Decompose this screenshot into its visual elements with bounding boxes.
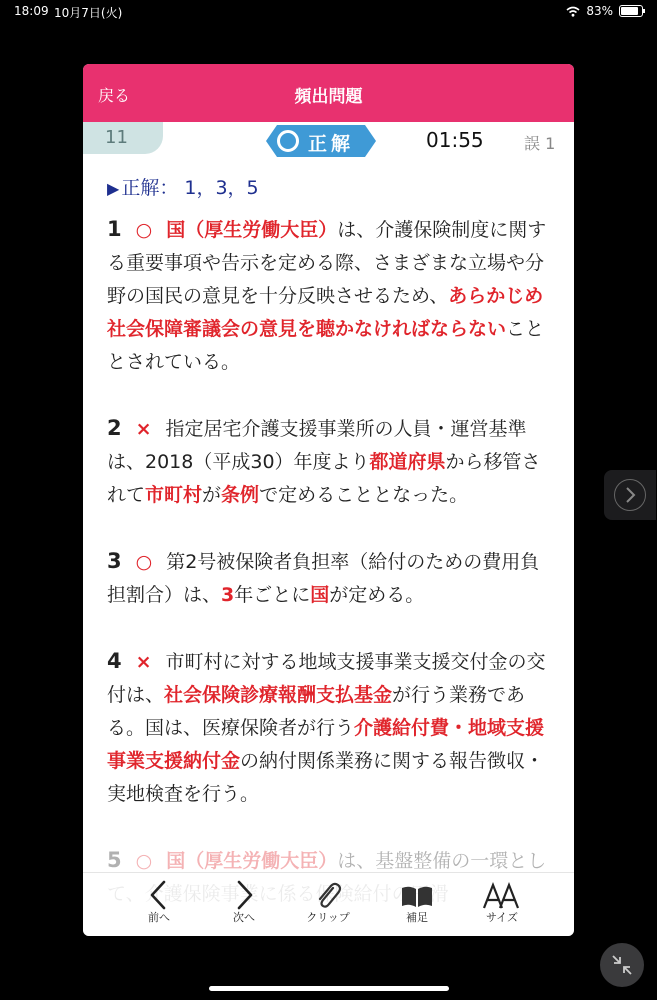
item-highlight: 国 [310,584,330,606]
wifi-icon [566,6,580,17]
back-button[interactable]: 戻る [98,86,131,105]
item-text: の納付関係業務に関する報告徴収・実地検査を行う。 [107,750,545,805]
next-label: 次へ [233,911,255,924]
status-bar [0,0,657,24]
incorrect-mark: × [135,418,152,440]
explanation-item-4 [107,645,557,811]
item-highlight: あらかじめ社会保障審議会の意見を聴かなければならない [107,285,544,340]
correct-mark: ○ [135,219,153,241]
size-button[interactable] [472,879,532,925]
item-text: が定める。 [329,584,425,606]
next-button[interactable] [214,879,274,925]
home-indicator[interactable] [209,986,449,991]
minimize-button[interactable] [600,943,644,987]
question-number: 11 [83,122,163,154]
clip-label: クリップ [306,911,350,924]
clip-button[interactable] [298,879,358,925]
item-text: は、介護保険制度に関する重要事項や告示を定める際、さまざまな立場や分野の国民の意見を十分反映させるため、 [107,219,547,307]
bottom-toolbar [83,872,574,936]
item-number: 4 [107,649,122,673]
item-text: が行う業務である。国は、医療保険者が行う [107,684,526,739]
item-highlight: 条例 [221,484,260,506]
supplement-button[interactable] [387,879,447,925]
explanation-item-2 [107,412,557,512]
collapse-arrows-icon [600,943,644,987]
header-bar [83,64,574,122]
item-text: 指定居宅介護支援事業所の人員・運営基準は、2018（平成30）年度より [107,418,527,473]
item-text: から移管されて [107,451,541,506]
size-label: サイズ [485,911,519,924]
correct-mark: ○ [135,551,153,573]
page-title: 頻出問題 [294,87,363,107]
chevron-right-circle-icon [614,479,646,511]
result-label: 正解 [308,133,355,155]
item-highlight: 市町村 [145,484,203,506]
battery-icon [619,5,643,17]
item-text: こととされている。 [107,318,545,373]
item-highlight: 介護給付費・地域支援事業支援納付金 [107,717,545,772]
battery-percent: 83% [586,4,613,18]
item-text: 市町村に対する地域支援事業支援交付金の交付は、 [107,651,546,706]
result-badge [266,125,376,157]
paperclip-icon [313,879,343,911]
item-text: は、 [337,850,376,872]
prev-button[interactable] [129,879,189,925]
item-text: で定めることとなった。 [259,484,469,506]
item-text: 第2号被保険者負担率（給付のための費用負担割合）は、 [107,551,540,606]
font-size-icon [482,879,522,911]
item-number: 1 [107,217,122,241]
error-count: 誤 1 [524,134,556,153]
question-card [83,64,574,936]
chevron-left-icon [145,879,173,911]
item-highlight: 社会保険診療報酬支払基金 [164,684,393,706]
item-text: が [202,484,222,506]
explanation-item-3 [107,545,557,612]
circle-correct-icon [277,130,299,152]
item-text: の一環とし [451,850,547,872]
status-right [566,4,643,18]
answer-value: 1，3，5 [184,177,259,199]
chevron-right-icon [230,879,258,911]
item-highlight: 国（厚生労働大臣） [166,219,338,241]
answer-prefix: 正解： [121,177,179,199]
item-number: 3 [107,549,122,573]
timer: 01:55 [426,128,484,152]
incorrect-mark: × [135,651,152,673]
next-page-handle[interactable] [604,470,656,520]
answer-line [107,172,557,205]
triangle-right-icon: ▶ [107,179,120,198]
item-number: 5 [107,848,122,872]
open-book-icon [399,879,435,911]
prev-label: 前へ [148,911,170,924]
item-highlight: 国（厚生労働大臣） [166,850,338,872]
item-number: 2 [107,416,122,440]
explanation [107,172,557,936]
supplement-label: 補足 [406,911,428,924]
status-date: 10月7日(火) [54,6,123,20]
item-text: 年ごとに [234,584,311,606]
item-highlight: 3 [221,584,235,606]
info-bar [83,122,574,160]
status-time: 18:09 [14,4,49,18]
explanation-item-1 [107,213,557,379]
correct-mark: ○ [135,850,153,872]
item-text: 基盤整備 [375,850,452,872]
item-highlight: 都道府県 [369,451,446,473]
